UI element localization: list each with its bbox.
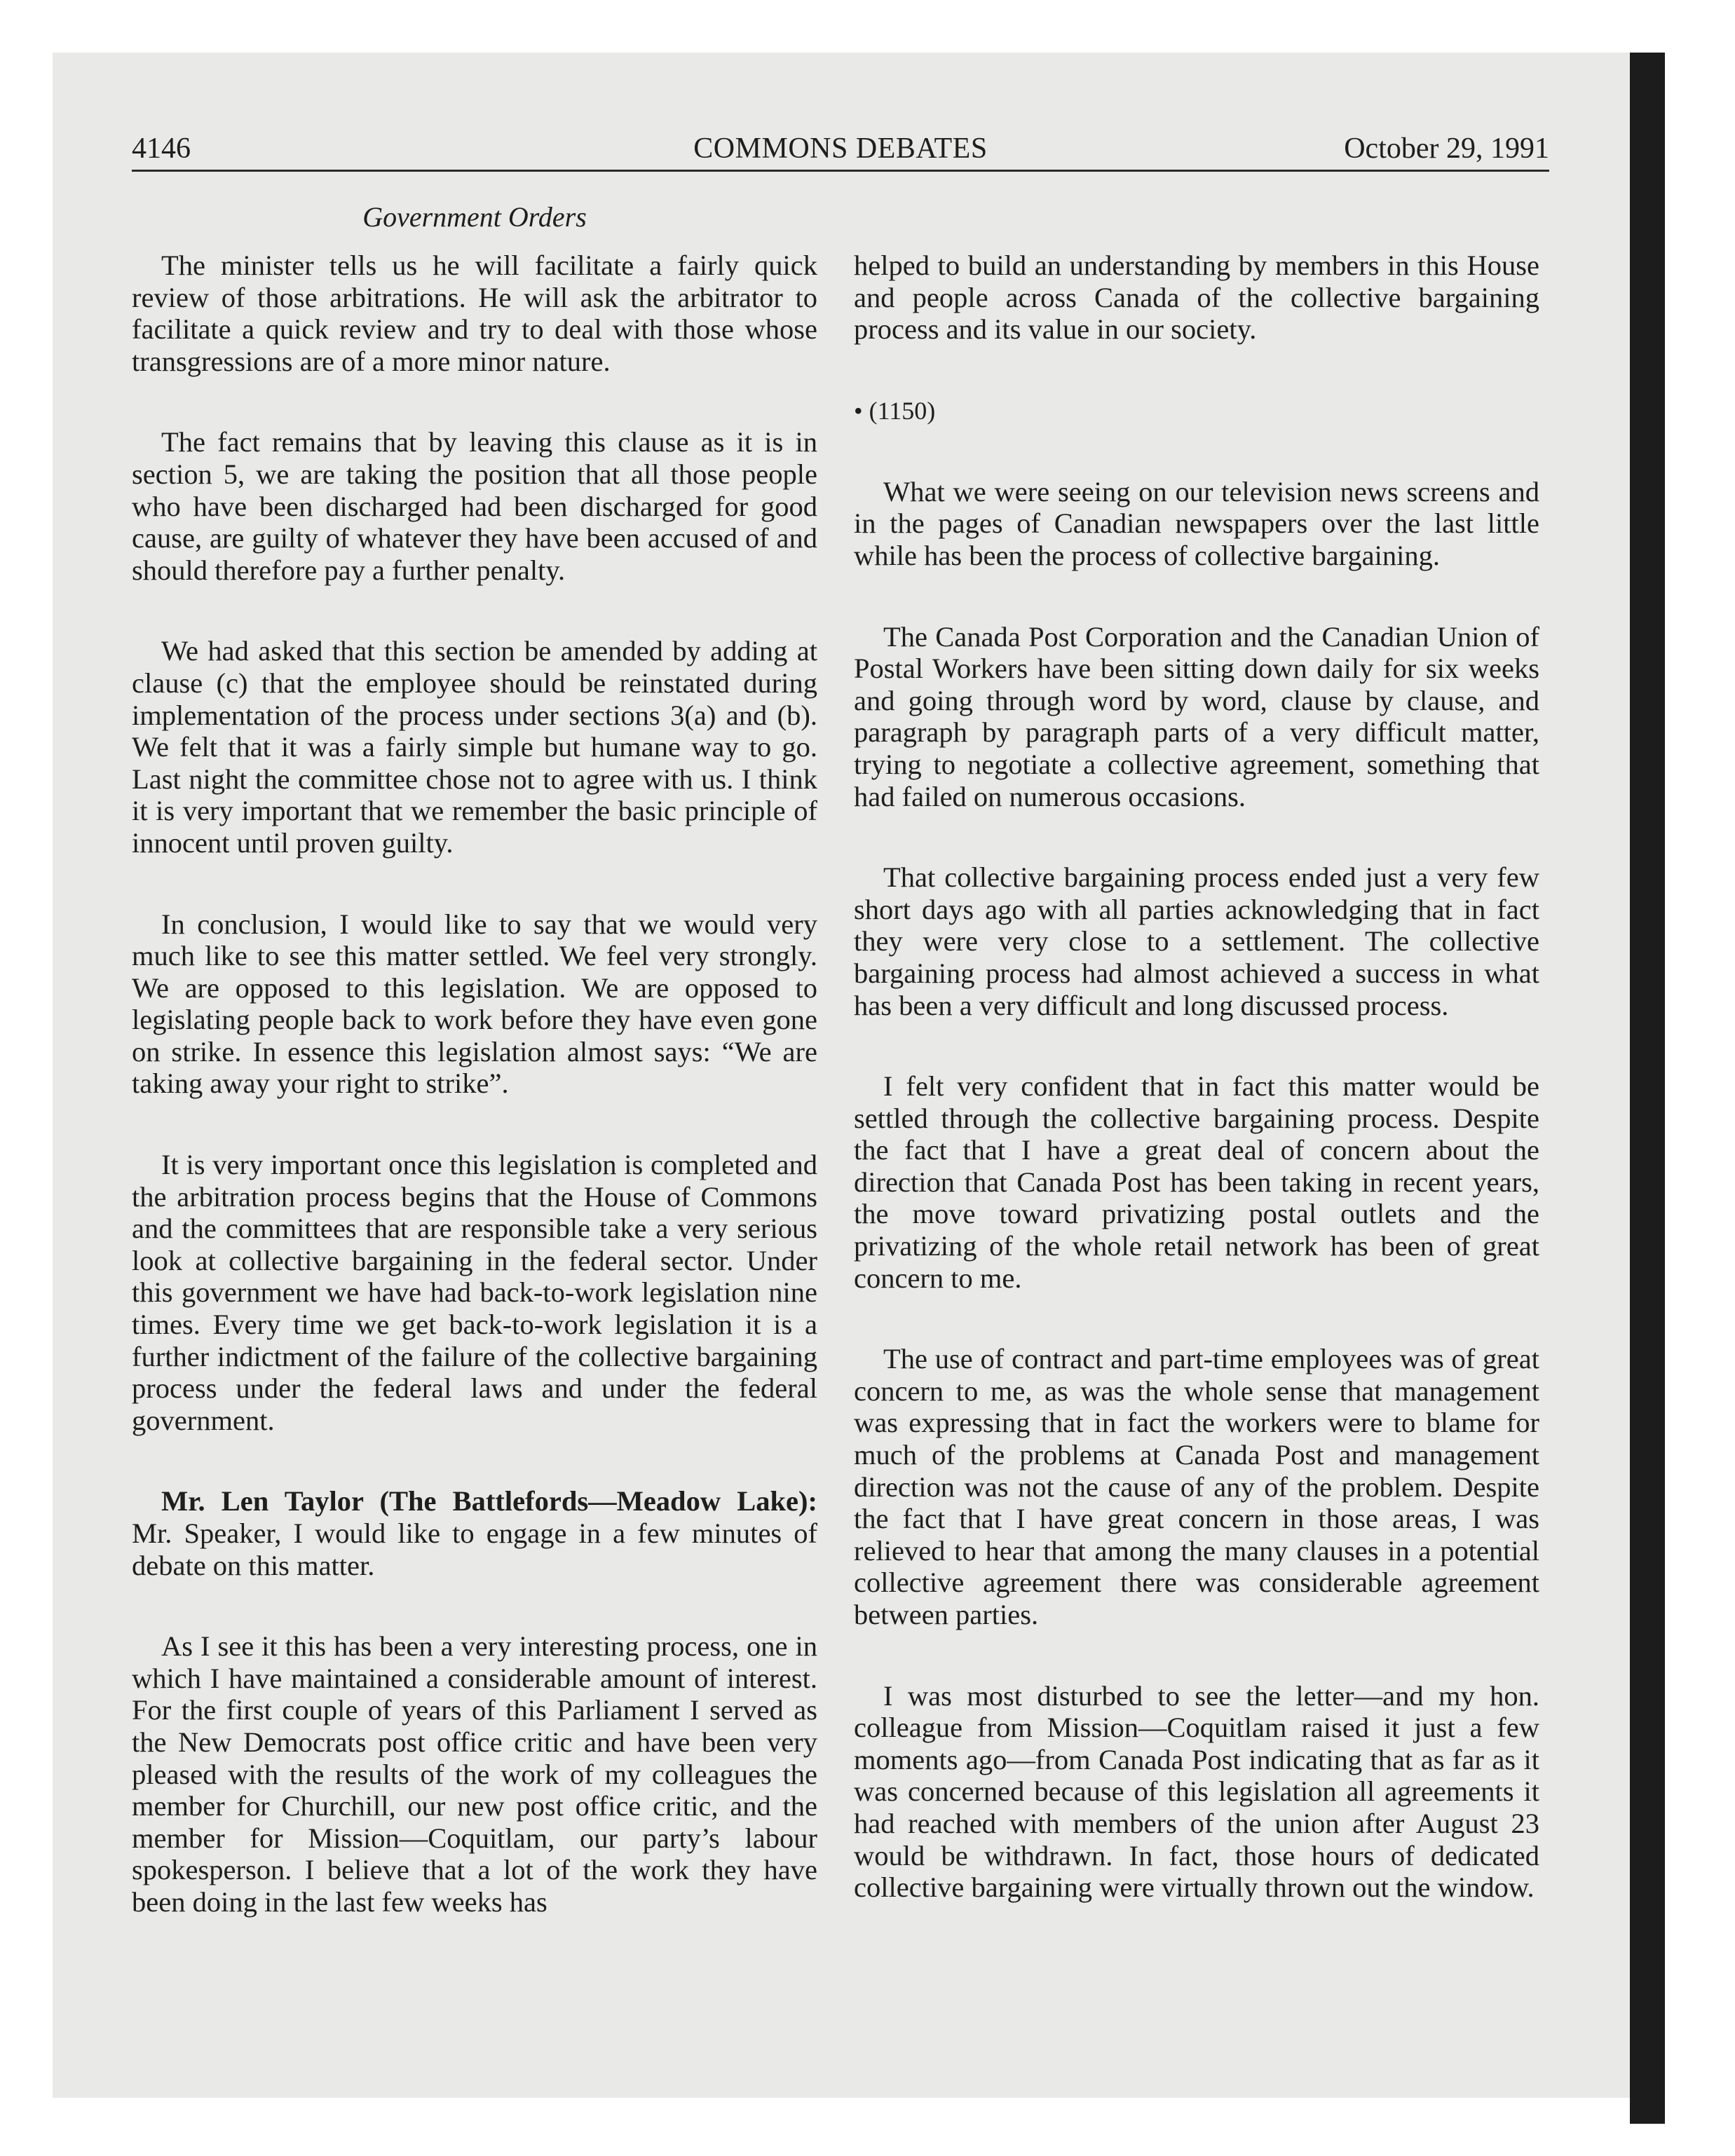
publication-date: October 29, 1991 (1344, 132, 1549, 165)
speaker-paragraph (132, 1485, 817, 1581)
right-column (854, 250, 1539, 1953)
paragraph: I felt very confident that in fact this matter would be settled through the collective bargaining process. Despite the fact that I have a great deal of concern about the direction that Canada Post has been taking in recent years, the move toward privatizing postal outlets and the privatizing of the whole retail network has been of great concern to me. (854, 1070, 1539, 1294)
page-number: 4146 (132, 132, 191, 165)
page-header (132, 129, 1549, 168)
speaker-name: Mr. Len Taylor (The Battlefords—Meadow Lake): (161, 1485, 817, 1517)
paragraph: helped to build an understanding by members in this House and people across Canada of the collective bargaining process and its value in our society. (854, 250, 1539, 346)
paragraph: That collective bargaining process ended just a very few short days ago with all parties acknowledging that in fact they were very close to a settlement. The collective bargaining process had almost achieved a success in what has been a very difficult and long discussed process. (854, 861, 1539, 1021)
left-column (132, 250, 817, 1967)
paragraph: The fact remains that by leaving this clause as it is in section 5, we are taking the position that all those people who have been discharged had been discharged for good cause, are guilty of whatever they have been accused of and should therefore pay a further penalty. (132, 426, 817, 586)
paragraph: As I see it this has been a very interesting process, one in which I have maintained a considerable amount of interest. For the first couple of years of this Parliament I served as the New Democrats post office critic and have been very pleased with the results of the work of my colleagues the member for Churchill, our new post office critic, and the member for Mission—Coquitlam, our party’s labour spokesperson. I believe that a lot of the work they have been doing in the last few weeks has (132, 1630, 817, 1918)
time-marker: • (1150) (854, 396, 936, 425)
section-heading: Government Orders (362, 201, 587, 233)
publication-title: COMMONS DEBATES (693, 132, 988, 165)
paragraph: It is very important once this legislation is completed and the arbitration process begins that the House of Commons and the committees that are responsible take a very serious look at collective bargaining in the federal sector. Under this government we have had back-to-work legislation nine times. Every time we get back-to-work legislation it is a further indictment of the failure of the collective bargaining process under the federal laws and under the federal government. (132, 1149, 817, 1436)
paragraph: The Canada Post Corporation and the Canadian Union of Postal Workers have been sitting down daily for six weeks and going through word by word, clause by clause, and paragraph by paragraph parts of a very difficult matter, trying to negotiate a collective agreement, something that had failed on numerous occasions. (854, 620, 1539, 812)
paragraph: The minister tells us he will facilitate a fairly quick review of those arbitrations. He will ask the arbitrator to facilitate a quick review and try to deal with those whose transgressions are of a more minor nature. (132, 250, 817, 377)
paragraph: We had asked that this section be amended by adding at clause (c) that the employee should be reinstated during implementation of the process under sections 3(a) and (b). We felt that it was a fairly simple but humane way to go. Last night the committee chose not to agree with us. I think it is very important that we remember the basic principle of innocent until proven guilty. (132, 635, 817, 859)
paragraph: I was most disturbed to see the letter—and my hon. colleague from Mission—Coquitlam raised it just a few moments ago—from Canada Post indicating that as far as it was concerned because of this legislation all agreements it had reached with members of the union after August 23 would be withdrawn. In fact, those hours of dedicated collective bargaining were virtually thrown out the window. (854, 1679, 1539, 1904)
header-rule (132, 170, 1549, 172)
paragraph: In conclusion, I would like to say that we would very much like to see this matter settled. We feel very strongly. We are opposed to this legislation. We are opposed to legislating people back to work before they have even gone on strike. In essence this legislation almost says: “We are taking away your right to strike”. (132, 908, 817, 1100)
paragraph: What we were seeing on our television news screens and in the pages of Canadian newspapers over the last little while has been the process of collective bargaining. (854, 475, 1539, 571)
paragraph: The use of contract and part-time employees was of great concern to me, as was the whole sense that management was expressing that in fact the workers were to blame for much of the problems at Canada Post and management direction was not the cause of any of the problem. Despite the fact that I have great concern in those areas, I was relieved to hear that among the many clauses in a potential collective agreement there was considerable agreement between parties. (854, 1343, 1539, 1630)
speaker-text: Mr. Speaker, I would like to engage in a few minutes of debate on this matter. (132, 1517, 817, 1581)
scan-edge-shadow (1630, 53, 1665, 2124)
